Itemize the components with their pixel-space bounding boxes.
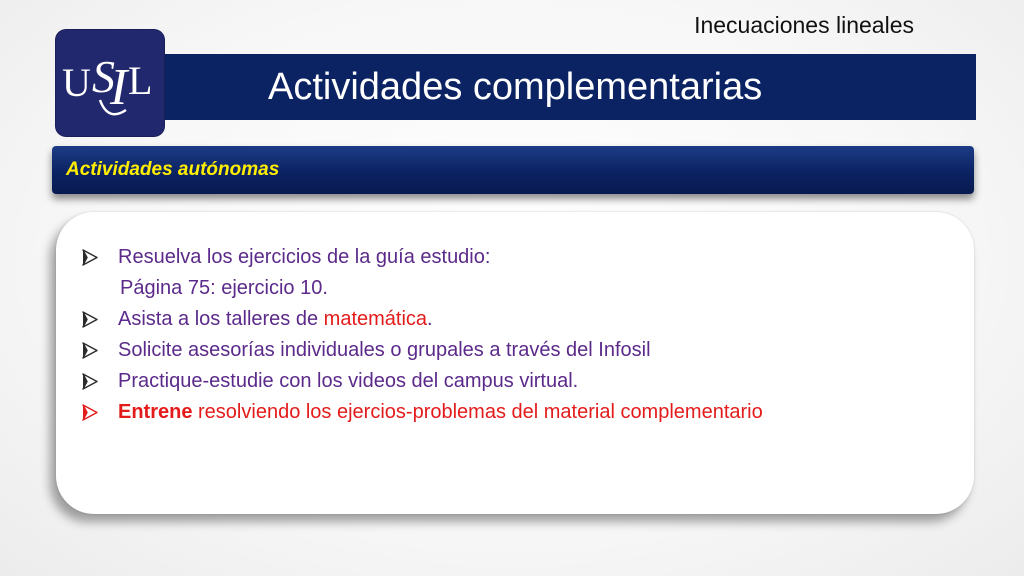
activity-item xyxy=(76,397,966,428)
slide-title: Actividades complementarias xyxy=(268,66,763,108)
arrowhead-bullet-icon xyxy=(80,335,100,366)
activity-list xyxy=(76,242,966,428)
activity-text: Solicite asesorías individuales o grupales a través del Infosil xyxy=(118,339,651,361)
activity-text-end: . xyxy=(427,308,433,330)
activity-item xyxy=(76,366,966,397)
section-header xyxy=(52,146,974,194)
emphasis-text: Entrene xyxy=(118,401,193,423)
arrowhead-bullet-icon xyxy=(80,366,100,397)
activity-subitem xyxy=(76,273,966,304)
activity-item xyxy=(76,304,966,335)
activity-item xyxy=(76,242,966,273)
activity-item xyxy=(76,335,966,366)
highlight-text: matemática xyxy=(323,308,428,330)
svg-text:U: U xyxy=(62,60,91,105)
section-title: Actividades autónomas xyxy=(66,159,280,180)
arrowhead-bullet-icon xyxy=(80,397,100,428)
arrowhead-bullet-icon xyxy=(80,304,100,335)
activity-text: resolviendo los ejercios-problemas del material complementario xyxy=(192,401,763,423)
activity-text: Practique-estudie con los videos del campus virtual. xyxy=(118,370,579,392)
usil-logo-graphic xyxy=(56,30,164,136)
slide-topic: Inecuaciones lineales xyxy=(694,12,914,38)
activity-text: Asista a los talleres de xyxy=(118,308,324,330)
arrowhead-bullet-icon xyxy=(80,242,100,273)
svg-text:S: S xyxy=(92,51,115,102)
activity-subtext: Página 75: ejercicio 10. xyxy=(120,277,328,299)
activity-text: Resuelva los ejercicios de la guía estudio: xyxy=(118,246,491,268)
svg-text:L: L xyxy=(128,58,153,103)
svg-text:I: I xyxy=(110,59,128,116)
usil-logo xyxy=(56,30,164,136)
